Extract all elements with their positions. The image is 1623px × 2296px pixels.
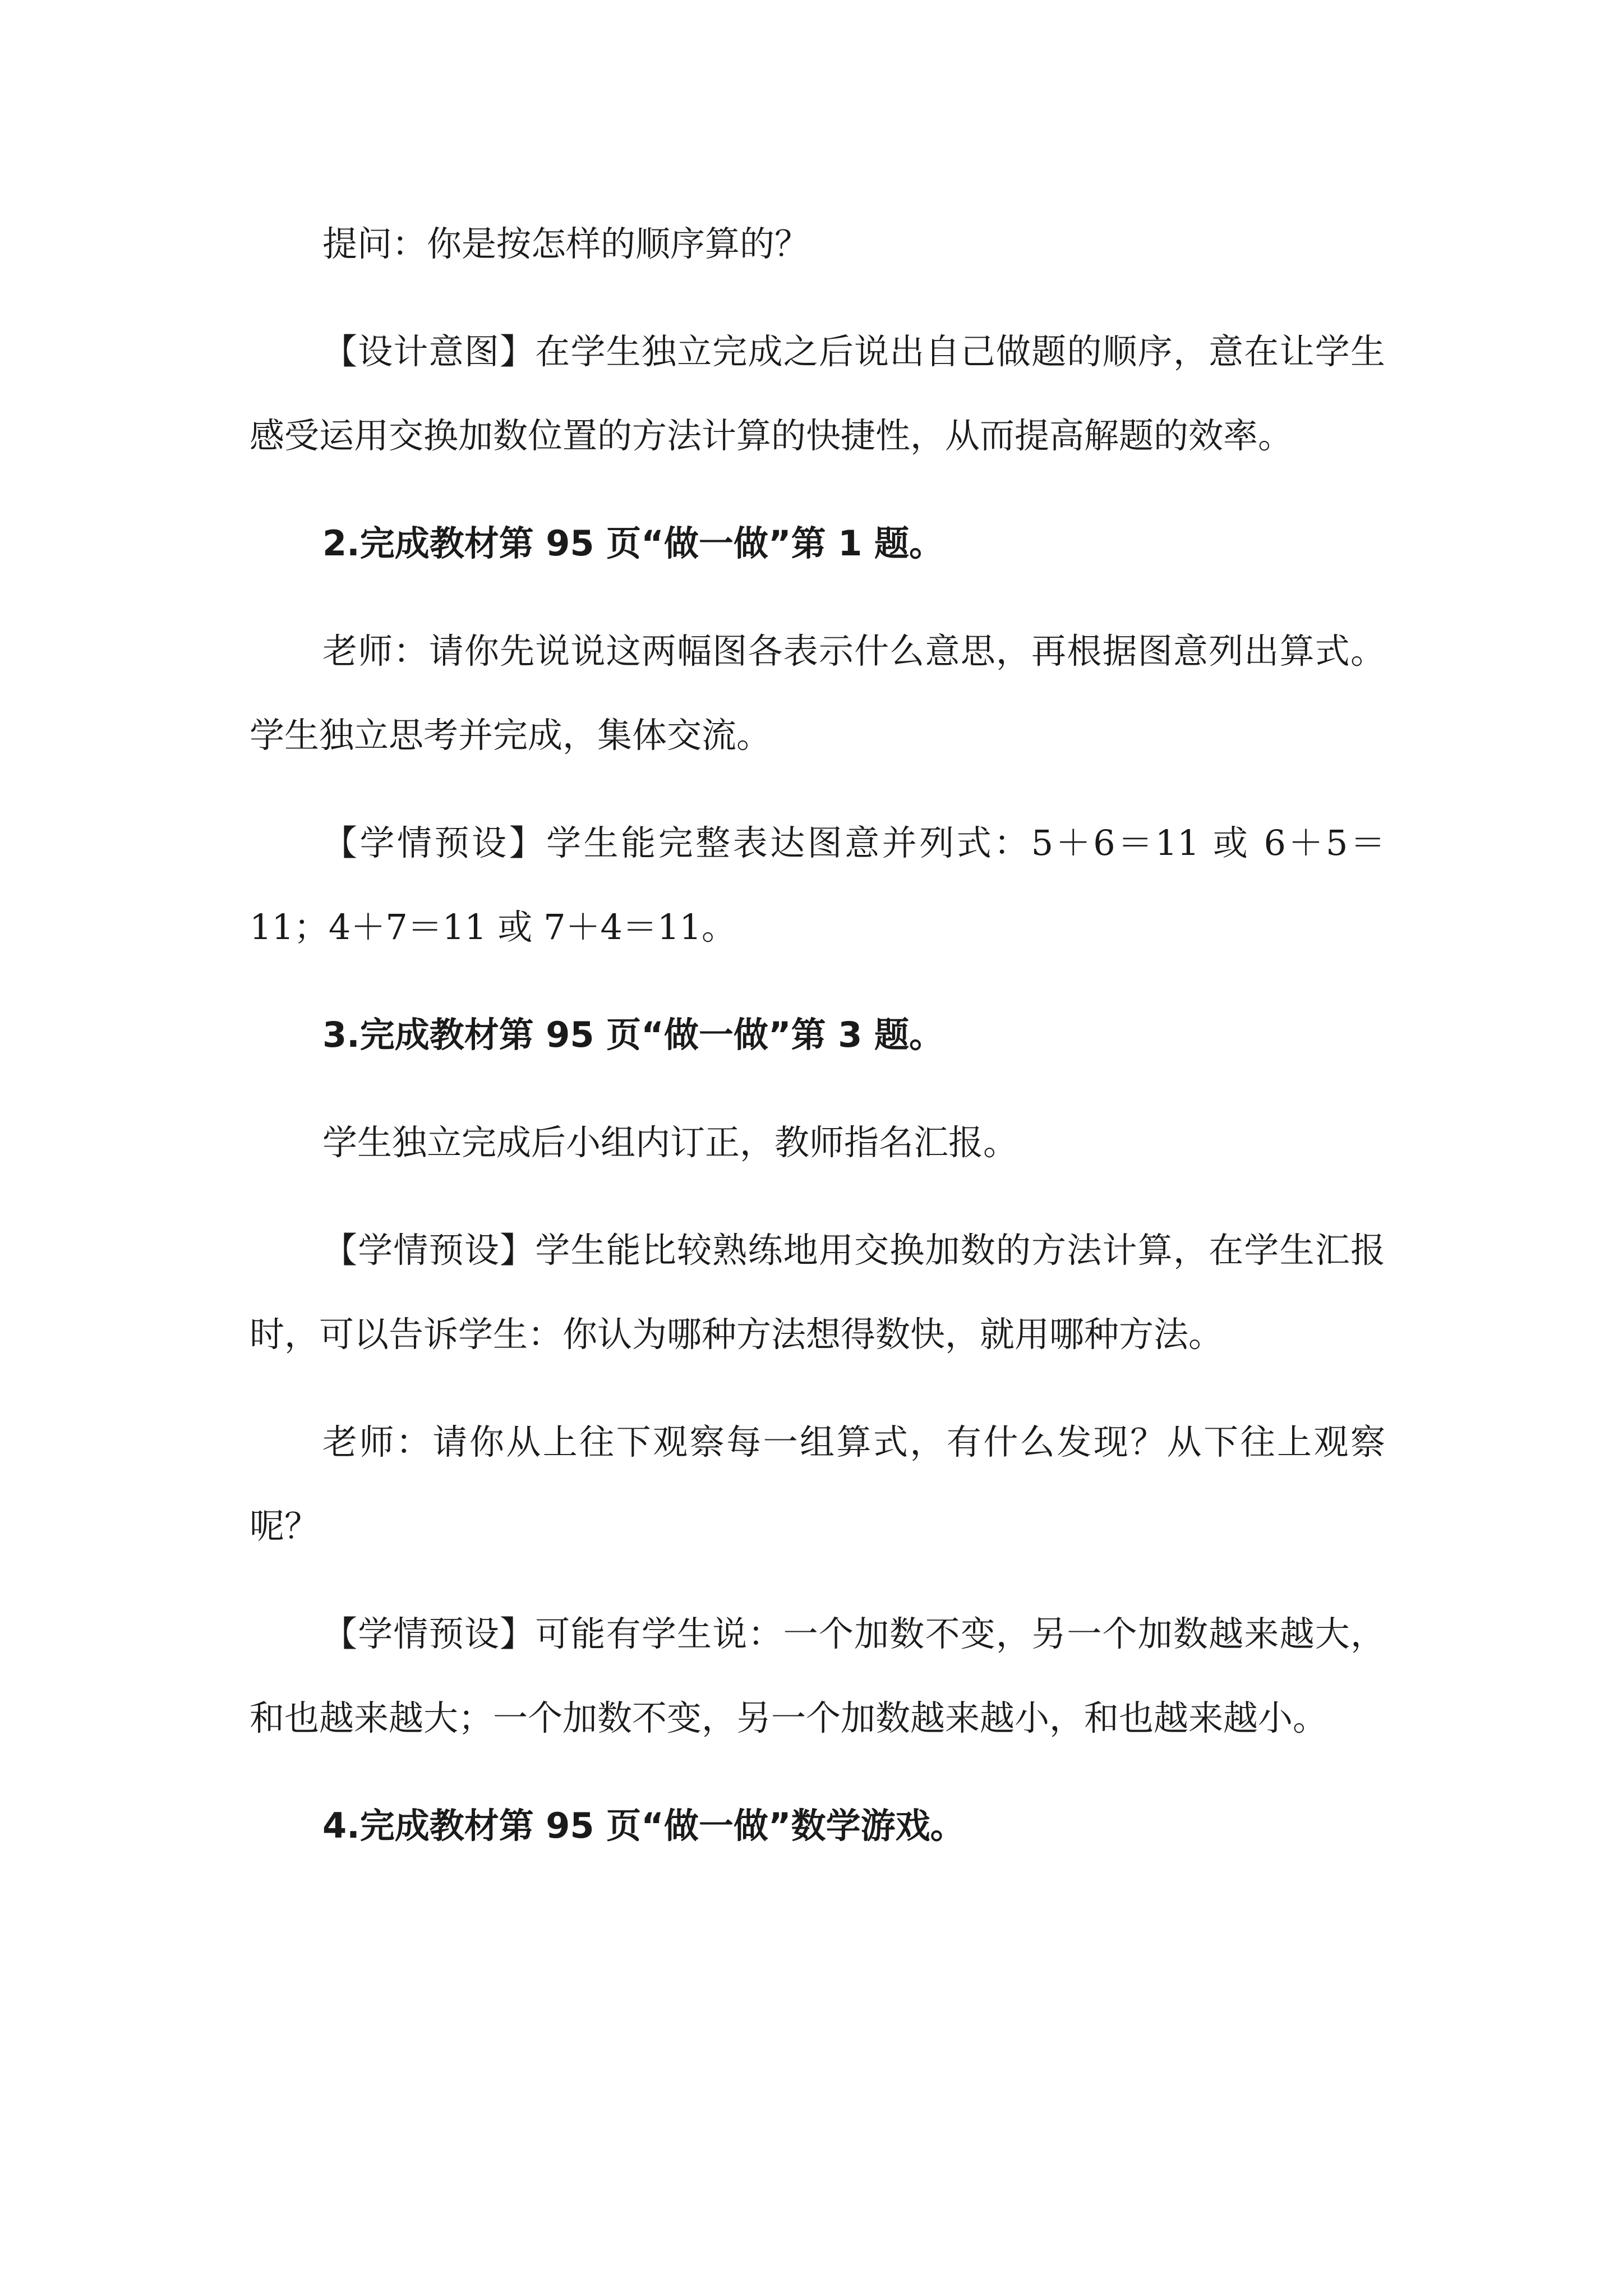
student-preset-paragraph: 【学情预设】可能有学生说：一个加数不变，另一个加数越来越大，和也越来越大；一个加数不变，另一个加数越来越小，和也越来越小。 [250, 1613, 1385, 1738]
question-paragraph: 提问：你是按怎样的顺序算的？ [322, 223, 810, 264]
design-intent-paragraph: 【设计意图】在学生独立完成之后说出自己做题的顺序，意在让学生感受运用交换加数位置的方法计算的快捷性，从而提高解题的效率。 [250, 331, 1385, 456]
teacher-prompt-paragraph: 老师：请你从上往下观察每一组算式，有什么发现？从下往上观察呢？ [250, 1421, 1385, 1547]
student-preset-paragraph: 【学情预设】学生能完整表达图意并列式：5＋6＝11 或 6＋5＝11；4＋7＝11 或 7＋4＝11。 [250, 822, 1385, 947]
section-heading-2: 2.完成教材第 95 页“做一做”第 1 题。 [322, 523, 944, 564]
section-heading-3: 3.完成教材第 95 页“做一做”第 3 题。 [322, 1014, 944, 1055]
section-heading-4: 4.完成教材第 95 页“做一做”数学游戏。 [322, 1805, 965, 1846]
teacher-prompt-paragraph: 老师：请你先说说这两幅图各表示什么意思，再根据图意列出算式。学生独立思考并完成，集体交流。 [250, 631, 1385, 756]
student-activity-paragraph: 学生独立完成后小组内订正，教师指名汇报。 [322, 1122, 1018, 1163]
student-preset-paragraph: 【学情预设】学生能比较熟练地用交换加数的方法计算，在学生汇报时，可以告诉学生：你认为哪种方法想得数快，就用哪种方法。 [250, 1230, 1385, 1355]
document-page [250, 202, 1385, 1892]
